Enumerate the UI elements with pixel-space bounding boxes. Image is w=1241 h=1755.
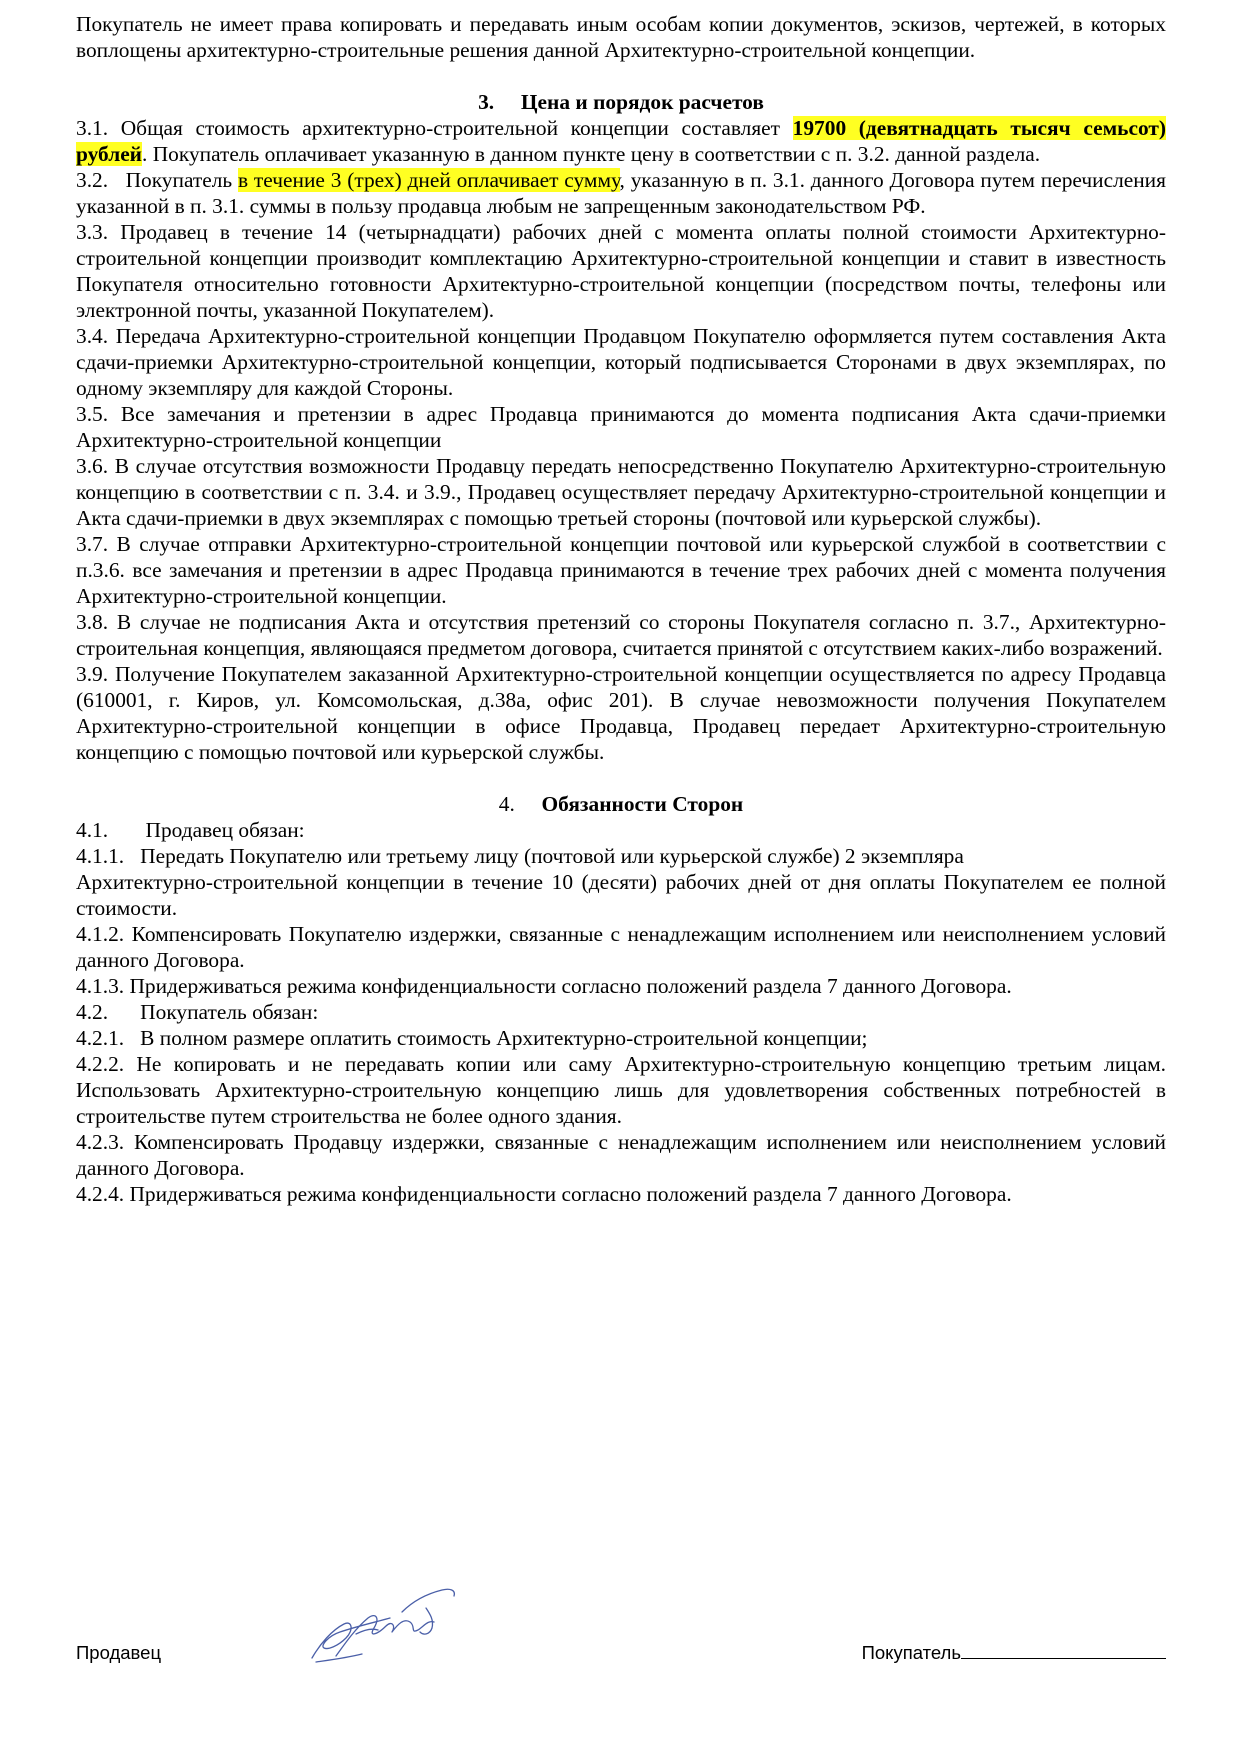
clause-4-1-1-line1: 4.1.1. Передать Покупателю или третьему лицу (почтовой или курьерской службе) 2 экземпляра <box>76 844 964 868</box>
section-4-title: Обязанности Сторон <box>541 792 744 816</box>
clause-4-2-4: 4.2.4. Придерживаться режима конфиденциальности согласно положений раздела 7 данного Договора. <box>76 1182 1012 1206</box>
clause-3-6: 3.6. В случае отсутствия возможности Продавцу передать непосредственно Покупателю Архитектурно-строительную концепцию в соответствии с п. 3.4. и 3.9., Продавец осуществляет передачу Архитектурно-строительной концепции и Акта сдачи-приемки в двух экземплярах с помощью третьей стороны (почтовой или курьерской службы). <box>76 454 1166 530</box>
clause-4-1-2: 4.1.2. Компенсировать Покупателю издержки, связанные с ненадлежащим исполнением или неисполнением условий данного Договора. <box>76 922 1166 972</box>
clause-4-2-3: 4.2.3. Компенсировать Продавцу издержки, связанные с ненадлежащим исполнением или неисполнением условий данного Договора. <box>76 1130 1166 1180</box>
clause-3-1-text-post: . Покупатель оплачивает указанную в данном пункте цену в соответствии с п. 3.2. данной раздела. <box>142 142 1041 166</box>
buyer-signature-line <box>961 1641 1166 1659</box>
section-4-heading <box>76 791 1166 817</box>
price-highlight: 19700 (девятнадцать тысяч семьсот) рублей <box>76 116 1166 166</box>
clause-3-9: 3.9. Получение Покупателем заказанной Архитектурно-строительной концепции осуществляется по адресу Продавца (610001, г. Киров, ул. Комсомольская, д.38а, офис 201). В случае невозможности получения Покупателем Архитектурно-строительной концепции в офисе Продавца, Продавец передает Архитектурно-строительную концепцию с помощью почтовой или курьерской службы. <box>76 662 1166 764</box>
clause-3-1-text-pre: 3.1. Общая стоимость архитектурно-строительной концепции составляет <box>76 116 793 140</box>
seller-label: Продавец <box>76 1642 162 1663</box>
clause-3-2 <box>76 167 1166 219</box>
document-body <box>76 11 1166 1207</box>
section-3-heading <box>76 89 1166 115</box>
clause-3-3: 3.3. Продавец в течение 14 (четырнадцати) рабочих дней с момента оплаты полной стоимости Архитектурно-строительной концепции производит комплектацию Архитектурно-строительной концепции и ставит в известность Покупателя относительно готовности Архитектурно-строительной концепции (посредством почты, телефоны или электронной почты, указанной Покупателем). <box>76 220 1166 322</box>
spacer <box>76 63 1166 89</box>
clause-3-2-text-post: , указанную в п. 3.1. данного Договора путем перечисления указанной в п. 3.1. суммы в пользу продавца любым не запрещенным законодательством РФ. <box>76 168 1166 218</box>
clause-3-8: 3.8. В случае не подписания Акта и отсутствия претензий со стороны Покупателя согласно п. 3.7., Архитектурно-строительная концепция, являющаяся предметом договора, считается принятой с отсутствием каких-либо возражений. <box>76 610 1166 660</box>
section-3-number: 3. <box>478 90 495 114</box>
intro-paragraph: Покупатель не имеет права копировать и передавать иным особам копии документов, эскизов, чертежей, в которых воплощены архитектурно-строительные решения данной Архитектурно-строительной концепции. <box>76 12 1166 62</box>
clause-4-1: 4.1. Продавец обязан: <box>76 818 305 842</box>
clause-4-1-1-line2: Архитектурно-строительной концепции в течение 10 (десяти) рабочих дней от дня оплаты Покупателем ее полной стоимости. <box>76 870 1166 920</box>
signature-row <box>76 1640 1166 1670</box>
clause-3-2-text-pre: 3.2. Покупатель <box>76 168 238 192</box>
section-4-number: 4. <box>498 792 515 816</box>
payment-term-highlight: в течение 3 (трех) дней оплачивает сумму <box>238 168 620 192</box>
clause-3-7: 3.7. В случае отправки Архитектурно-строительной концепции почтовой или курьерской службой в соответствии с п.3.6. все замечания и претензии в адрес Продавца принимаются в течение трех рабочих дней с момента получения Архитектурно-строительной концепции. <box>76 532 1166 608</box>
section-3-title: Цена и порядок расчетов <box>520 90 764 114</box>
clause-4-2-2: 4.2.2. Не копировать и не передавать копии или саму Архитектурно-строительную концепцию третьим лицам. Использовать Архитектурно-строительную концепцию лишь для удовлетворения собственных потребностей в строительстве путем строительства не более одного здания. <box>76 1052 1166 1128</box>
buyer-label: Покупатель <box>861 1642 961 1663</box>
clause-4-2: 4.2. Покупатель обязан: <box>76 1000 319 1024</box>
clause-4-1-3: 4.1.3. Придерживаться режима конфиденциальности согласно положений раздела 7 данного Договора. <box>76 974 1012 998</box>
clause-4-2-1: 4.2.1. В полном размере оплатить стоимость Архитектурно-строительной концепции; <box>76 1026 868 1050</box>
clause-3-5: 3.5. Все замечания и претензии в адрес Продавца принимаются до момента подписания Акта сдачи-приемки Архитектурно-строительной концепции <box>76 402 1166 452</box>
clause-3-1 <box>76 115 1166 167</box>
clause-3-4: 3.4. Передача Архитектурно-строительной концепции Продавцом Покупателю оформляется путем составления Акта сдачи-приемки Архитектурно-строительной концепции, который подписывается Сторонами в двух экземплярах, по одному экземпляру для каждой Стороны. <box>76 324 1166 400</box>
buyer-signature-block <box>862 1640 1166 1666</box>
spacer <box>76 765 1166 791</box>
